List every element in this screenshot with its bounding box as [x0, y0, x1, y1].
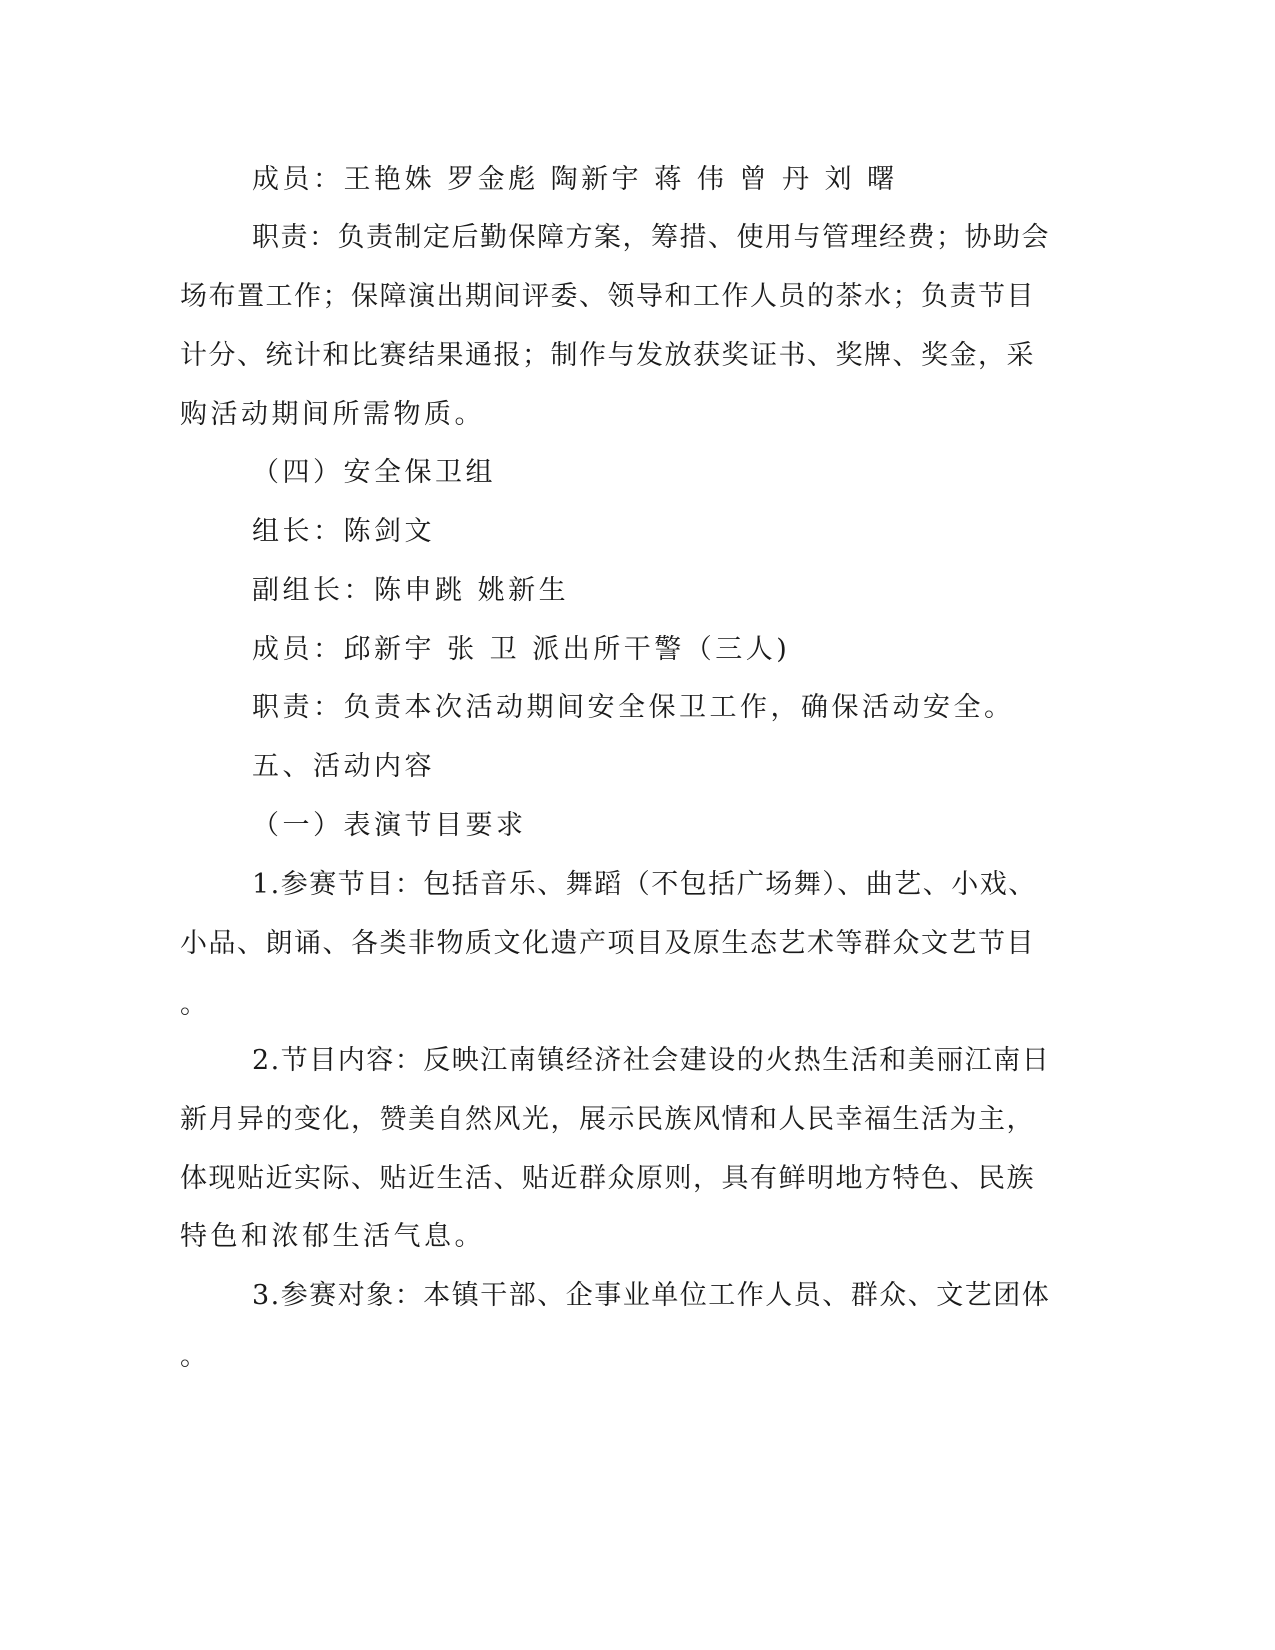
text-line-duties-logistics-3: 计分、统计和比赛结果通报；制作与发放获奖证书、奖牌、奖金，采 — [180, 340, 1035, 371]
text-line-duties-logistics-2: 场布置工作；保障演出期间评委、领导和工作人员的茶水；负责节目 — [180, 281, 1035, 312]
text-line-item2-1: 2.节目内容：反映江南镇经济社会建设的火热生活和美丽江南日 — [252, 1045, 1051, 1076]
text-line-item2-2: 新月异的变化，赞美自然风光，展示民族风情和人民幸福生活为主， — [180, 1104, 1035, 1135]
text-line-security-leader: 组长：陈剑文 — [252, 516, 435, 547]
text-line-members-logistics: 成员：王艳姝 罗金彪 陶新宇 蒋 伟 曾 丹 刘 曙 — [252, 164, 898, 195]
section-heading-activity-content: 五、活动内容 — [252, 751, 435, 782]
text-line-security-deputy: 副组长：陈申跳 姚新生 — [252, 575, 570, 606]
text-line-item2-3: 体现贴近实际、贴近生活、贴近群众原则，具有鲜明地方特色、民族 — [180, 1163, 1035, 1194]
text-line-duties-logistics-1: 职责：负责制定后勤保障方案，筹措、使用与管理经费；协助会 — [252, 222, 1050, 253]
text-line-security-members: 成员：邱新宇 张 卫 派出所干警（三人) — [252, 634, 791, 665]
text-line-item3-1: 3.参赛对象：本镇干部、企事业单位工作人员、群众、文艺团体 — [252, 1280, 1051, 1311]
text-line-item1-3: 。 — [180, 989, 211, 1020]
text-line-item2-4: 特色和浓郁生活气息。 — [180, 1221, 485, 1252]
section-heading-performance-requirements: （一）表演节目要求 — [252, 810, 527, 841]
text-line-security-duties: 职责：负责本次活动期间安全保卫工作，确保活动安全。 — [252, 692, 1015, 723]
text-line-duties-logistics-4: 购活动期间所需物质。 — [180, 399, 485, 430]
text-line-item3-2: 。 — [180, 1341, 211, 1372]
text-line-item1-2: 小品、朗诵、各类非物质文化遗产项目及原生态艺术等群众文艺节目 — [180, 928, 1035, 959]
text-line-item1-1: 1.参赛节目：包括音乐、舞蹈（不包括广场舞）、曲艺、小戏、 — [252, 869, 1037, 900]
section-heading-security-group: （四）安全保卫组 — [252, 457, 496, 488]
